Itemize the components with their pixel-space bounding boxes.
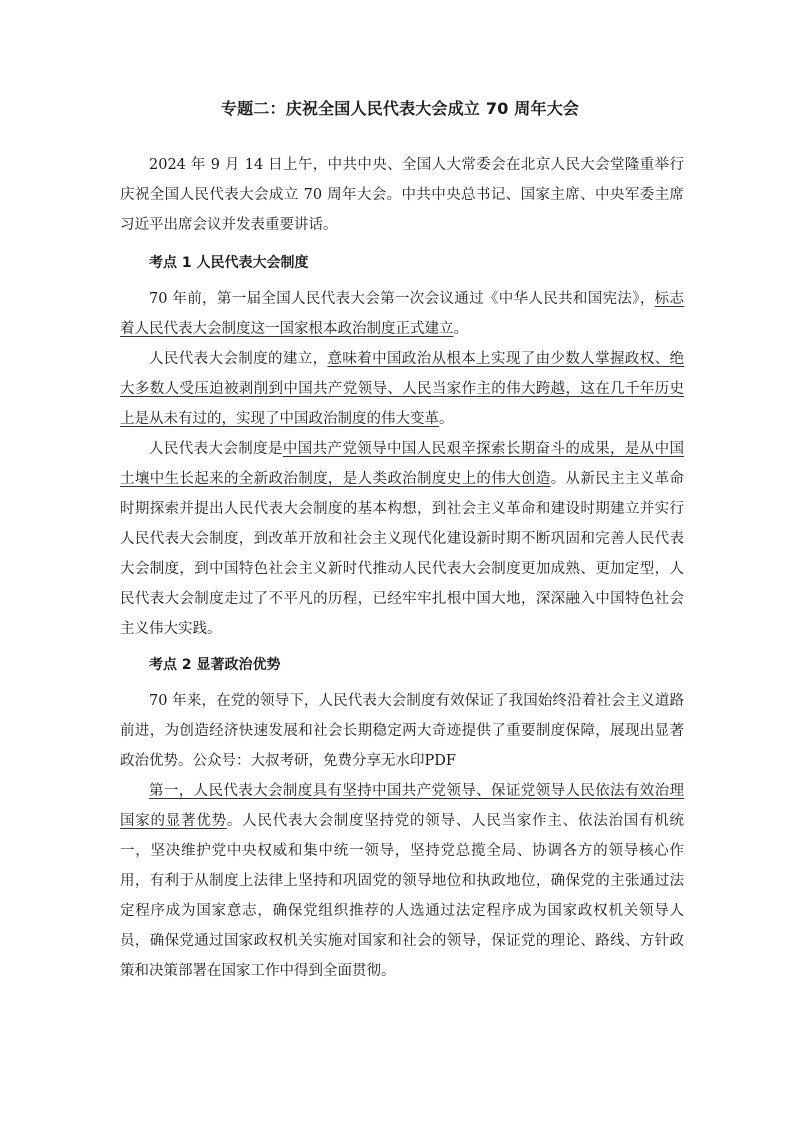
- section-heading-1: 考点 1 人民代表大会制度: [149, 255, 309, 271]
- section2-paragraph-2: [120, 776, 684, 986]
- section1-paragraph-3: [120, 434, 684, 644]
- underlined-text: 标志着人民代表大会制度这一国家根本政治制度正式建立: [120, 291, 685, 337]
- text: 。从新民主主义革命时期探索并提出人民代表大会制度的基本构想，到社会主义革命和建设时期建立并实行人民代表大会制度，到改革开放和社会主义现代化建设新时期不断巩固和完善人民代表大会制度，到中国特色社会主义新时代推动人民代表大会制度更加成熟、更加定型，人民代表大会制度走过了不平凡的历程，已经牢牢扎根中国大地，深深融入中国特色社会主义伟大实践。: [120, 471, 684, 637]
- text: 70 年前，第一届全国人民代表大会第一次会议通过《中华人民共和国宪法》，: [149, 291, 655, 307]
- text: 。: [453, 321, 468, 337]
- underlined-text: 意味着中国政治从根本上实现了由少数人掌握政权、绝大多数人受压迫被剥削到中国共产党领导、人民当家作主的伟大跨越，这在几千年历史上是从未有过的，实现了中国政治制度的伟大变革: [120, 351, 685, 427]
- text: 。: [439, 411, 454, 427]
- text: 人民代表大会制度是: [149, 441, 283, 457]
- section2-paragraph-1: 70 年来，在党的领导下，人民代表大会制度有效保证了我国始终沿着社会主义道路前进，为创造经济快速发展和社会长期稳定两大奇迹提供了重要制度保障，展现出显著政治优势。公众号：大叔考研，免费分享无水印PDF: [120, 693, 684, 769]
- underlined-text: 中国共产党领导中国人民艰辛探索长期奋斗的成果，是从中国土壤中生长起来的全新政治制度，是人类政治制度史上的伟大创造: [120, 441, 684, 487]
- section-heading-2: 考点 2 显著政治优势: [149, 657, 281, 673]
- text: 。人民代表大会制度坚持党的领导、人民当家作主、依法治国有机统一，坚决维护党中央权威和集中统一领导，坚持党总揽全局、协调各方的领导核心作用，有利于从制度上法律上坚持和巩固党的领导地位和执政地位，确保党的主张通过法定程序成为国家意志，确保党组织推荐的人选通过法定程序成为国家政权机关领导人员，确保党通过国家政权机关实施对国家和社会的领导，保证党的理论、路线、方针政策和决策部署在国家工作中得到全面贯彻。: [120, 813, 685, 979]
- page-title: 专题二：庆祝全国人民代表大会成立 70 周年大会: [220, 99, 580, 118]
- intro-paragraph: 2024 年 9 月 14 日上午，中共中央、全国人大常委会在北京人民大会堂隆重举行庆祝全国人民代表大会成立 70 周年大会。中共中央总书记、国家主席、中央军委主席习近平出席会议并发表重要讲话。: [120, 157, 684, 233]
- section1-paragraph-1: [120, 284, 684, 344]
- underlined-text: 第一，人民代表大会制度具有坚持中国共产党领导、保证党领导人民依法有效治理国家的显著优势: [120, 783, 684, 829]
- text: 人民代表大会制度的建立，: [149, 351, 328, 367]
- document-body: [120, 150, 684, 986]
- section1-paragraph-2: [120, 344, 684, 434]
